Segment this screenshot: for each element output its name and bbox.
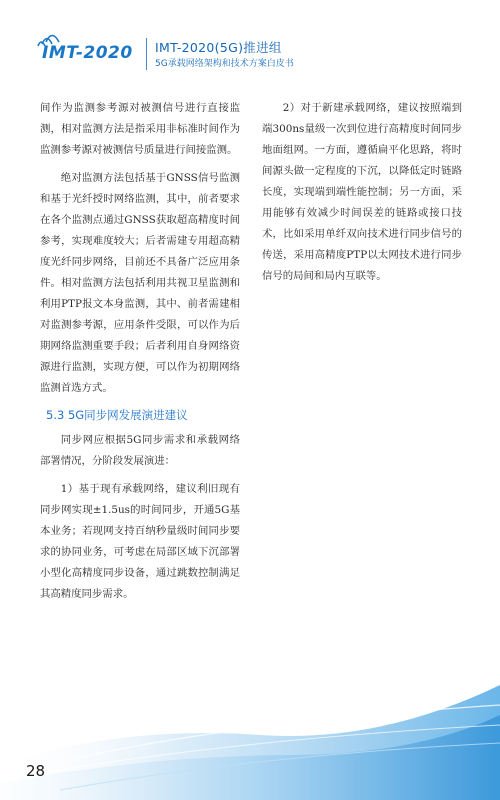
right-column	[262, 98, 462, 294]
paragraph: 间作为监测参考源对被测信号进行直接监测，相对监测方法是指采用非标准时间作为监测参考源对被测信号质量进行间接监测。	[40, 102, 240, 156]
paragraph: 同步网应根据5G同步需求和承载网络部署情况，分阶段发展演进：	[40, 434, 240, 467]
paragraph: 1）基于现有承载网络，建议利旧现有同步网实现±1.5us的时间同步，开通5G基本业务；若现网支持百纳秒量级时间同步要求的协同业务，可考虑在局部区域下沉部署小型化高精度同步设备，通过跳数控制满足其高精度同步需求。	[40, 483, 240, 600]
paragraph: 绝对监测方法包括基于GNSS信号监测和基于光纤授时网络监测，其中，前者要求在各个监测点通过GNSS获取超高精度时间参考，实现难度较大；后者需建专用超高精度光纤同步网络，目前还不具备广泛应用条件。相对监测方法包括利用共视卫星监测和利用PTP报文本身监测，其中、前者需建相对监测参考源，应用条件受限，可以作为后期网络监测重要手段；后者利用自身网络资源进行监测，实现方便，可以作为初期网络监测首选方式。	[40, 172, 240, 394]
decorative-wave-background	[0, 655, 500, 800]
left-column	[40, 98, 240, 612]
page-number: 28	[26, 762, 46, 780]
section-heading: 5.3 5G同步网发展演进建议	[46, 408, 188, 422]
imt-2020-logo	[36, 30, 141, 70]
header-divider	[146, 38, 147, 70]
paragraph: 2）对于新建承载网络，建议按照端到端300ns量级一次到位进行高精度时间同步地面组网。一方面，遵循扁平化思路，将时间源头做一定程度的下沉，以降低定时链路长度，实现端到端性能控制；另一方面，采用能够有效减少时间误差的链路或接口技术，比如采用单纤双向技术进行同步信号的传送，采用高精度PTP以太网技术进行同步信号的局间和局内互联等。	[262, 102, 462, 282]
header-subtitle: 5G承载网络架构和技术方案白皮书	[155, 59, 294, 69]
page-header	[0, 0, 500, 88]
header-title: IMT-2020(5G)推进组	[155, 40, 282, 55]
logo-text: IMT-2020	[42, 43, 133, 63]
